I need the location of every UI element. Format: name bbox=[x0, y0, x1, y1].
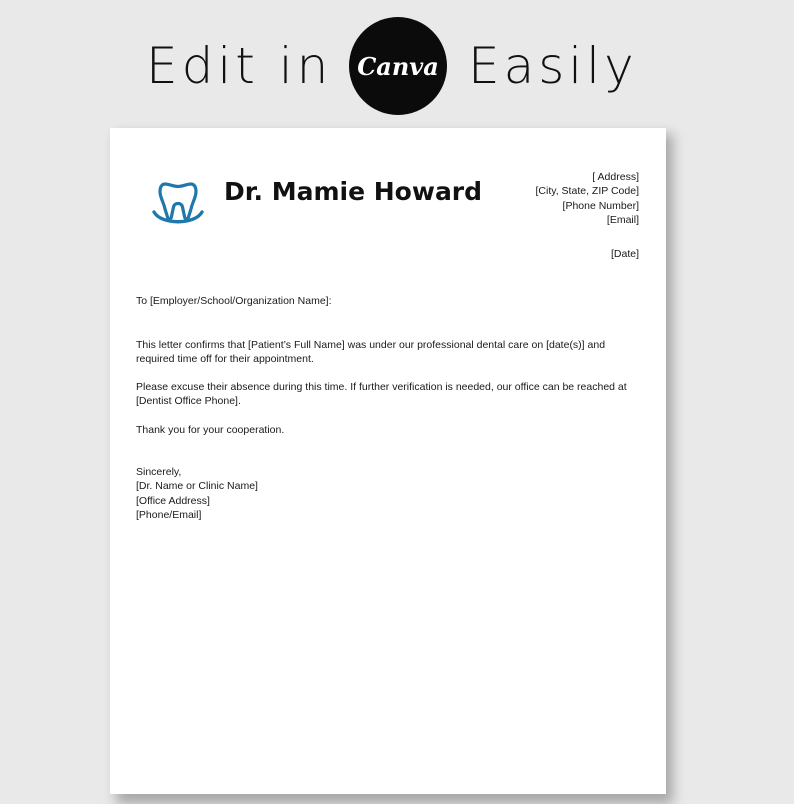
signature-name-line: [Dr. Name or Clinic Name] bbox=[136, 480, 258, 493]
letter-paragraph: This letter confirms that [Patient’s Full Name] was under our professional dental care on [date(s)] and required time off for their appointment. bbox=[136, 339, 606, 366]
address-block bbox=[536, 170, 640, 227]
letter-page bbox=[110, 128, 666, 794]
doctor-name-heading: Dr. Mamie Howard bbox=[224, 177, 483, 206]
letter-date: [Date] bbox=[610, 248, 639, 260]
canva-badge bbox=[349, 17, 447, 115]
signoff-text: Sincerely, bbox=[136, 466, 182, 478]
address-line: [ Address] bbox=[592, 171, 639, 183]
promo-banner bbox=[0, 0, 794, 128]
phone-number-line: [Phone Number] bbox=[562, 199, 639, 212]
canva-logo-text: Canva bbox=[357, 51, 439, 81]
letter-paragraph: Please excuse their absence during this time. If further verification is needed, our office can be reached at [Dentist Office Phone]. bbox=[136, 381, 627, 408]
banner-edit-in-text: Edit in bbox=[146, 37, 333, 95]
signature-contact-line: [Phone/Email] bbox=[136, 508, 202, 521]
letter-closing bbox=[136, 465, 639, 522]
letter-paragraph: Thank you for your cooperation. bbox=[136, 424, 285, 436]
tooth-icon bbox=[151, 178, 205, 230]
signature-address-line: [Office Address] bbox=[136, 494, 210, 507]
email-line: [Email] bbox=[606, 213, 639, 226]
banner-easily-text: Easily bbox=[468, 37, 638, 95]
letter-greeting: To [Employer/School/Organization Name]: bbox=[136, 295, 332, 307]
city-state-zip-line: [City, State, ZIP Code] bbox=[535, 185, 639, 198]
